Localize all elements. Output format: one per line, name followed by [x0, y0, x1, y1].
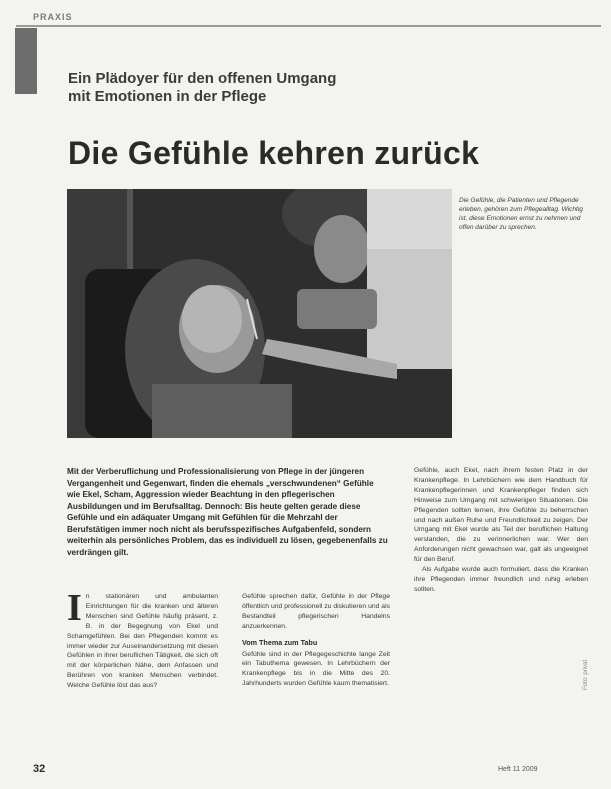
- column-3-text: Gefühle, auch Ekel, nach ihrem festen Platz in der Krankenpflege. In Lehrbüchern wie dem Handbuch für Krankenpflegerinnen und Krankenpfleger finden sich Hinweise zum Umgang mit schwierigen Situationen. Die Pflegenden sollten lernen, ihre Gefühle zu beherrschen und nach außen Ruhe und Freundlichkeit zu zeigen. Der Umgang mit Ekel wurde als Teil der beruflichen Haltung verstanden, die zu verinnerlichen war. Wer den Anforderungen nicht gewachsen war, galt als ungeeignet für den Beruf.: [414, 467, 588, 564]
- photo-credit: Foto: privat: [583, 659, 589, 690]
- column-2-text-2: Gefühle sind in der Pflegegeschichte lange Zeit ein Tabuthema gewesen. In Lehrbüchern der Krankenpflege bis in die Mitte des 20. Jahrhunderts wurden Gefühle kaum thematisiert.: [242, 650, 390, 688]
- body-column-2: [242, 592, 390, 689]
- headline-bar: [15, 28, 37, 94]
- kicker-line-2: mit Emotionen in der Pflege: [68, 88, 267, 105]
- kicker: [68, 70, 336, 106]
- photo-illustration: [67, 189, 452, 438]
- drop-cap: I: [67, 587, 82, 629]
- headline: Die Gefühle kehren zurück: [68, 135, 480, 171]
- issue-label: Heft 11 2009: [498, 766, 538, 773]
- kicker-line-1: Ein Plädoyer für den offenen Umgang: [68, 70, 337, 87]
- column-3-text-2: Als Aufgabe wurde auch formuliert, dass die Kranken ihre Pflegenden immer freundlich und ruhig erleben sollten.: [414, 566, 588, 593]
- page-number: 32: [33, 763, 46, 775]
- article-photo: [67, 189, 452, 438]
- section-label: PRAXIS: [33, 12, 73, 22]
- intro-paragraph: Mit der Verberuflichung und Professionalisierung von Pflege in der jüngeren Vergangenheit und Gegenwart, finden die ehemals „verschwundenen“ Gefühle wie Ekel, Scham, Aggression wieder Beachtung in den pflegerischen Ausbildungen und im Berufsalltag. Dennoch: Bis heute gelten gerade diese Gefühle und ein adäquater Umgang mit Gefühlen für die Mehrzahl der Berufstätigen immer noch nicht als berufsspezifisches Aufgabenfeld, sondern weiterhin als persönliches Problem, das es individuell zu lösen, gegebenenfalls zu verdrängen gilt.: [67, 467, 388, 557]
- subhead: Vom Thema zum Tabu: [242, 637, 318, 647]
- photo-caption: Die Gefühle, die Patienten und Pflegende erleben, gehören zum Pflegealltag. Wichtig ist, diese Emotionen ernst zu nehmen und offen darüber zu sprechen.: [459, 197, 583, 231]
- column-1-text: n stationären und ambulanten Einrichtungen für die kranken und älteren Menschen sind Gefühle häufig präsent, z. B. in der Begegnung von Ekel und Schamgefühlen. Bei den Pflegenden kommt es immer wieder zur Auseinandersetzung mit diesen Gefühlen in ihrer beruflichen Tätigkeit, die sich oft mit der körperlichen Nähe, dem Anfassen und Berühren von kranken Menschen verbindet. Welche Gefühle löst das aus?: [67, 593, 218, 690]
- body-column-3: [414, 466, 588, 595]
- column-2-text: Gefühle sprechen dafür, Gefühle in der Pflege öffentlich und professionell zu diskutieren und als Bestandteil pflegerischen Handelns anzuerkennen.: [242, 593, 390, 630]
- body-column-1: [67, 587, 218, 691]
- header-rule: [16, 25, 601, 27]
